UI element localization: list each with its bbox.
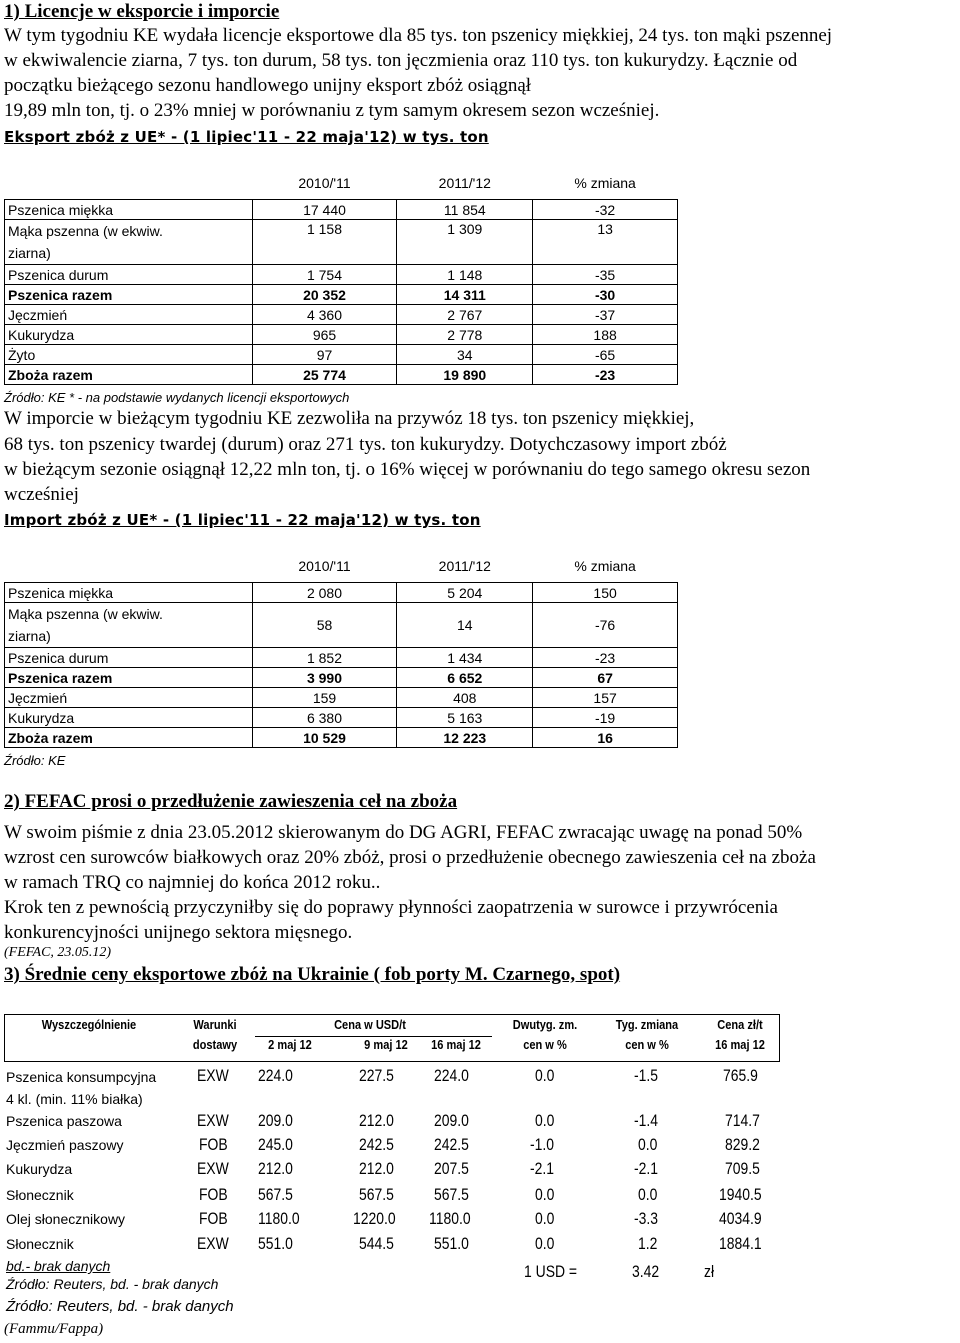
cell: 4034.9 [719, 1209, 762, 1228]
table-row [5, 603, 678, 648]
cell: -37 [533, 305, 678, 325]
cell: 17 440 [252, 200, 397, 220]
col-header: Wyszczególnienie [41, 1017, 137, 1032]
cell: -2.1 [530, 1159, 555, 1178]
cell: -19 [533, 708, 678, 728]
table-row [5, 220, 678, 265]
table-row [5, 345, 678, 365]
para1-line: 19,89 mln ton, tj. o 23% mniej w porównaniu z tym samym okresem sezon wcześniej. [4, 100, 660, 121]
cell: 10 529 [252, 728, 397, 748]
row-label: Pszenica konsumpcyjna [6, 1069, 157, 1085]
row-label: Pszenica durum [5, 648, 253, 668]
col-header: 16 maj 12 [715, 1037, 765, 1052]
table-row [5, 305, 678, 325]
cell: 0.0 [638, 1185, 658, 1204]
row-label: Kukurydza [6, 1161, 73, 1177]
cell: 544.5 [359, 1234, 394, 1253]
cell: 1 309 [397, 220, 533, 265]
col-header: dostawy [192, 1037, 238, 1052]
cell: -1.0 [530, 1135, 555, 1154]
cell: 1 158 [252, 220, 397, 265]
table-rule [4, 1061, 780, 1062]
col-header: % zmiana [533, 549, 678, 583]
cell: EXW [197, 1159, 229, 1178]
row-label: Kukurydza [5, 708, 253, 728]
cell: 209.0 [258, 1111, 293, 1130]
cell: 245.0 [258, 1135, 293, 1154]
cell: 1 434 [397, 648, 533, 668]
row-label: Pszenica miękka [5, 200, 253, 220]
cell: FOB [199, 1209, 228, 1228]
cell: 16 [533, 728, 678, 748]
cell: 34 [397, 345, 533, 365]
table-rule [4, 1014, 780, 1015]
table-row [5, 200, 678, 220]
cell: 5 204 [397, 583, 533, 603]
cell: 157 [533, 688, 678, 708]
para1-line: w ekwiwalencie ziarna, 7 tys. ton durum, 58 tys. ton jęczmienia oraz 110 tys. ton kukurydzy. Łącznie od [4, 50, 798, 71]
row-label: Jęczmień paszowy [6, 1137, 124, 1153]
cell: -30 [533, 285, 678, 305]
cell: EXW [197, 1111, 229, 1130]
cell: 159 [252, 688, 397, 708]
cell: -23 [533, 648, 678, 668]
col-header: 16 maj 12 [431, 1037, 481, 1052]
table-row [5, 688, 678, 708]
para2-line: W imporcie w bieżącym tygodniu KE zezwoliła na przywóz 18 tys. ton pszenicy miękkiej, [4, 408, 695, 429]
cell: 1 148 [397, 265, 533, 285]
table-row [5, 265, 678, 285]
cell: 1 852 [252, 648, 397, 668]
cell: -32 [533, 200, 678, 220]
s2-line: Krok ten z pewnością przyczyniłby się do poprawy płynności zaopatrzenia w surowce i przywrócenia [4, 897, 778, 918]
col-header: 2011/'12 [397, 549, 533, 583]
row-label: Pszenica razem [5, 285, 253, 305]
cell: -3.3 [634, 1209, 659, 1228]
cell: 150 [533, 583, 678, 603]
cell: 709.5 [725, 1159, 760, 1178]
cell: 1180.0 [429, 1209, 471, 1228]
cell: 2 767 [397, 305, 533, 325]
cell: 2 080 [252, 583, 397, 603]
cell: EXW [197, 1066, 229, 1085]
col-header: cen w % [625, 1037, 669, 1052]
row-label: Jęczmień [5, 688, 253, 708]
header-blank [5, 549, 253, 583]
cell: -23 [533, 365, 678, 385]
table-row [5, 365, 678, 385]
import-source: Źródło: KE [4, 753, 66, 768]
cell: 3 990 [252, 668, 397, 688]
col-header: 2010/'11 [252, 549, 397, 583]
cell: 1940.5 [719, 1185, 762, 1204]
cell: 1180.0 [258, 1209, 300, 1228]
cell: 6 652 [397, 668, 533, 688]
cell: -1.4 [634, 1111, 659, 1130]
para1-line: W tym tygodniu KE wydała licencje eksportowe dla 85 tys. ton pszenicy miękkiej, 24 tys. ton mąki pszennej [4, 25, 833, 46]
cell: 188 [533, 325, 678, 345]
export-source: Źródło: KE * - na podstawie wydanych licencji eksportowych [4, 390, 350, 405]
row-label: Jęczmień [5, 305, 253, 325]
usd-rate-unit: zł [704, 1262, 715, 1281]
col-header: Warunki [193, 1017, 237, 1032]
row-label: Słonecznik [6, 1187, 74, 1203]
cell: 25 774 [252, 365, 397, 385]
row-label: Pszenica razem [5, 668, 253, 688]
cell: FOB [199, 1135, 228, 1154]
para2-line: w bieżącym sezonie osiągnął 12,22 mln ton, tj. o 16% więcej w porównaniu do tego samego okresu sezon [4, 459, 811, 480]
cell: 97 [252, 345, 397, 365]
table-rule [4, 1014, 5, 1061]
s2-line: w ramach TRQ co najmniej do końca 2012 roku.. [4, 872, 381, 893]
col-header: 2 maj 12 [268, 1037, 312, 1052]
cell: 1884.1 [719, 1234, 762, 1253]
cell: 58 [252, 603, 397, 648]
cell: 14 [397, 603, 533, 648]
row-label: Olej słonecznikowy [6, 1211, 126, 1227]
row-label: Zboża razem [5, 728, 253, 748]
table-row [5, 728, 678, 748]
cell: 20 352 [252, 285, 397, 305]
cell: 0.0 [535, 1066, 555, 1085]
cell: 567.5 [258, 1185, 293, 1204]
cell: 2 778 [397, 325, 533, 345]
cell: 714.7 [725, 1111, 760, 1130]
note-source: Źródło: Reuters, bd. - brak danych [6, 1298, 234, 1315]
cell: 567.5 [434, 1185, 469, 1204]
cell: EXW [197, 1234, 229, 1253]
cell: 207.5 [434, 1159, 469, 1178]
col-header: Cena w USD/t [334, 1017, 406, 1032]
cell: 13 [533, 220, 678, 265]
cell: 4 360 [252, 305, 397, 325]
cell: 212.0 [359, 1111, 394, 1130]
col-header: 2011/'12 [397, 166, 533, 200]
cell: 209.0 [434, 1111, 469, 1130]
usd-rate-label: 1 USD = [524, 1262, 578, 1281]
cell: 829.2 [725, 1135, 760, 1154]
col-header: cen w % [523, 1037, 567, 1052]
header-blank [5, 166, 253, 200]
cell: 965 [252, 325, 397, 345]
section1-heading: 1) Licencje w eksporcie i imporcie [4, 1, 280, 22]
table-row [5, 708, 678, 728]
para1-line: początku bieżącego sezonu handlowego unijny eksport zbóż osiągnął [4, 75, 532, 96]
cell: -1.5 [634, 1066, 659, 1085]
import-table [4, 549, 678, 748]
s2-source: (FEFAC, 23.05.12) [4, 945, 112, 960]
cell: 224.0 [434, 1066, 469, 1085]
cell: 408 [397, 688, 533, 708]
cell: 1.2 [638, 1234, 658, 1253]
s2-line: konkurencyjności unijnego sektora mięsnego. [4, 922, 353, 943]
table-row [5, 583, 678, 603]
cell: 11 854 [397, 200, 533, 220]
table-row [5, 325, 678, 345]
cell: 227.5 [359, 1066, 394, 1085]
col-header: Dwutyg. zm. [512, 1017, 578, 1032]
cell: 14 311 [397, 285, 533, 305]
para2-line: wcześniej [4, 484, 79, 505]
row-label: Pszenica miękka [5, 583, 253, 603]
note-source: Źródło: Reuters, bd. - brak danych [6, 1276, 219, 1292]
row-label: Zboża razem [5, 365, 253, 385]
cell: 0.0 [638, 1135, 658, 1154]
col-header: 2010/'11 [252, 166, 397, 200]
col-header: % zmiana [533, 166, 678, 200]
table-rule [779, 1014, 780, 1061]
section3-heading: 3) Średnie ceny eksportowe zbóż na Ukrainie ( fob porty M. Czarnego, spot) [4, 964, 621, 985]
export-table-title: Eksport zbóż z UE* - (1 lipiec'11 - 22 maja'12) w tys. ton [4, 128, 489, 146]
note-bd: bd.- brak danych [6, 1258, 111, 1274]
cell: 242.5 [434, 1135, 469, 1154]
row-label: Słonecznik [6, 1236, 74, 1252]
row-label: Żyto [5, 345, 253, 365]
cell: 224.0 [258, 1066, 293, 1085]
row-label: Pszenica durum [5, 265, 253, 285]
s2-line: wzrost cen surowców białkowych oraz 20% zbóż, prosi o przedłużenie obecnego zawieszenia ceł na zboża [4, 847, 816, 868]
cell: -2.1 [634, 1159, 659, 1178]
cell: 551.0 [258, 1234, 293, 1253]
cell: 212.0 [258, 1159, 293, 1178]
cell: 1220.0 [353, 1209, 396, 1228]
cell: 567.5 [359, 1185, 394, 1204]
cell: 67 [533, 668, 678, 688]
table-row [5, 648, 678, 668]
table-row [5, 668, 678, 688]
row-label: Mąka pszenna (w ekwiw. ziarna) [5, 220, 253, 265]
row-label: Mąka pszenna (w ekwiw. ziarna) [5, 603, 253, 648]
row-label: Kukurydza [5, 325, 253, 345]
cell: 0.0 [535, 1185, 555, 1204]
cell: 551.0 [434, 1234, 469, 1253]
cell: 1 754 [252, 265, 397, 285]
cell: 212.0 [359, 1159, 394, 1178]
cell: 0.0 [535, 1234, 555, 1253]
cell: 6 380 [252, 708, 397, 728]
s3-source: (Fammu/Fappa) [4, 1321, 104, 1337]
col-header: Tyg. zmiana [615, 1017, 679, 1032]
table-row [5, 285, 678, 305]
s2-line: W swoim piśmie z dnia 23.05.2012 skierowanym do DG AGRI, FEFAC zwracając uwagę na ponad 50% [4, 822, 803, 843]
cell: 12 223 [397, 728, 533, 748]
cell: -65 [533, 345, 678, 365]
cell: 0.0 [535, 1209, 555, 1228]
section2-heading: 2) FEFAC prosi o przedłużenie zawieszenia ceł na zboża [4, 791, 458, 812]
cell: -35 [533, 265, 678, 285]
cell: 765.9 [723, 1066, 758, 1085]
row-label: Pszenica paszowa [6, 1113, 122, 1129]
cell: 242.5 [359, 1135, 394, 1154]
cell: 0.0 [535, 1111, 555, 1130]
row-label: 4 kl. (min. 11% białka) [6, 1091, 143, 1107]
col-header: 9 maj 12 [364, 1037, 408, 1052]
col-header: Cena zł/t [717, 1017, 763, 1032]
para2-line: 68 tys. ton pszenicy twardej (durum) oraz 271 tys. ton kukurydzy. Dotychczasowy import zbóż [4, 434, 727, 455]
export-table [4, 166, 678, 385]
import-table-title: Import zbóż z UE* - (1 lipiec'11 - 22 maja'12) w tys. ton [4, 511, 481, 529]
cell: 19 890 [397, 365, 533, 385]
cell: FOB [199, 1185, 228, 1204]
cell: -76 [533, 603, 678, 648]
cell: 5 163 [397, 708, 533, 728]
usd-rate-value: 3.42 [632, 1262, 660, 1281]
